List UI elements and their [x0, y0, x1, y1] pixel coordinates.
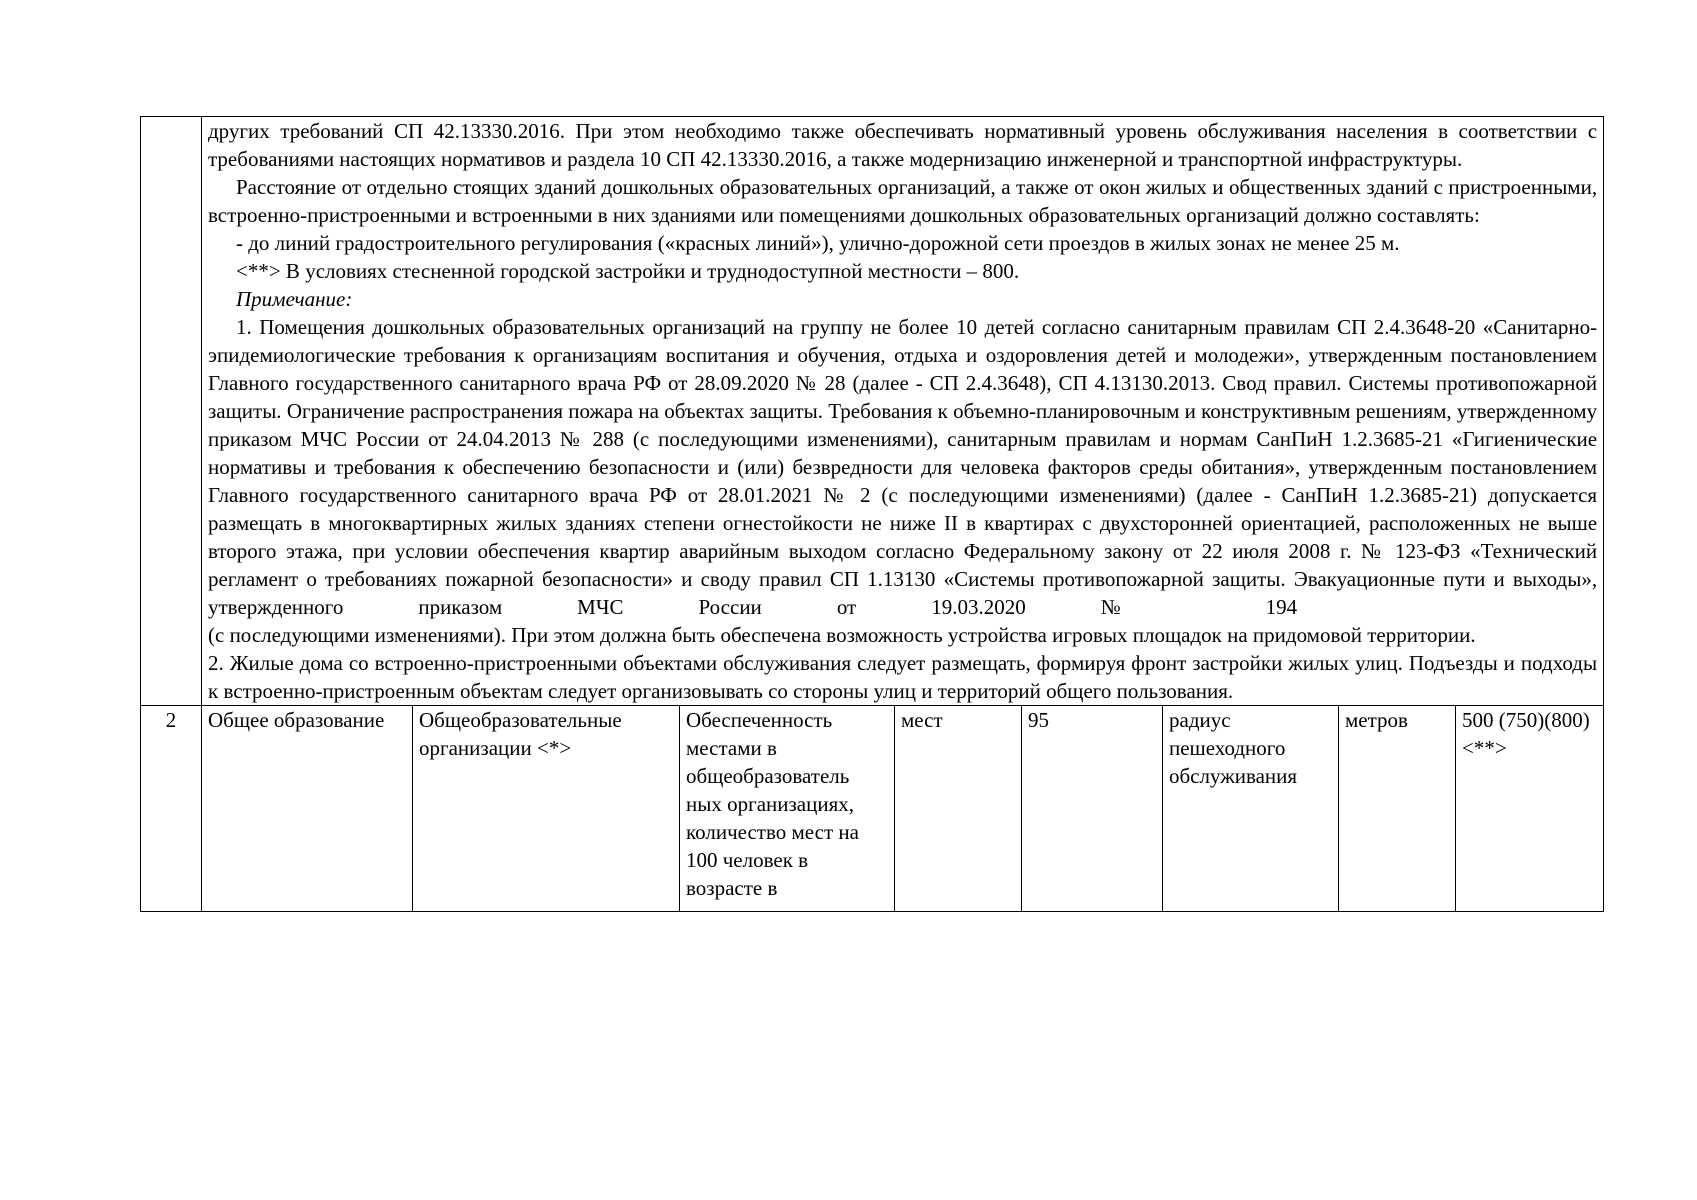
paragraph-requirements: других требований СП 42.13330.2016. При этом необходимо также обеспечивать нормативный уровень обслуживания населения в соответствии с требованиями настоящих нормативов и раздела 10 СП 42.13330.2016, а также модернизацию инженерной и транспортной инфраструктуры. — [208, 119, 1598, 171]
value2-text: 500 (750)(800) <**> — [1462, 708, 1590, 760]
unit2-cell — [1339, 706, 1456, 912]
paragraph-distance: Расстояние от отдельно стоящих зданий дошкольных образовательных организаций, а также от окон жилых и общественных зданий с пристроенными, встроенно-пристроенными и встроенными в них зданиями или помещениями дошкольных образовательных организаций должно составлять: — [208, 175, 1598, 227]
continuation-number-cell — [141, 117, 202, 706]
indicator2-text: радиус пешеходного обслуживания — [1169, 708, 1298, 788]
indicator2-cell — [1163, 706, 1339, 912]
continuation-text-cell — [202, 117, 1604, 706]
indicator-cell — [680, 706, 895, 912]
category-cell — [202, 706, 413, 912]
note-heading: Примечание: — [236, 287, 353, 311]
value-text: 95 — [1028, 708, 1049, 732]
indicator-text: Обеспеченность местами в общеобразователь ных организациях, количество мест на 100 человек в возрасте в — [686, 708, 859, 900]
note-2: 2. Жилые дома со встроенно-пристроенными объектами обслуживания следует размещать, формируя фронт застройки жилых улиц. Подъезды и подходы к встроенно-пристроенным объектам следует организовывать со стороны улиц и территорий общего пользования. — [208, 651, 1598, 703]
table-row — [141, 706, 1604, 912]
note-1-tail: (с последующими изменениями). При этом должна быть обеспечена возможность устройства игровых площадок на придомовой территории. — [208, 623, 1476, 647]
note-1-text: 1. Помещения дошкольных образовательных организаций на группу не более 10 детей согласно санитарным правилам СП 2.4.3648-20 «Санитарно-эпидемиологические требования к организациям воспитания и обучения, отдыха и оздоровления детей и молодежи», утвержденным постановлением Главного государственного санитарного врача РФ от 28.09.2020 № 28 (далее - СП 2.4.3648), СП 4.13130.2013. Свод правил. Системы противопожарной защиты. Ограничение распространения пожара на объектах защиты. Требования к объемно-планировочным и конструктивным решениям, утвержденному приказом МЧС России от 24.04.2013 № 288 (с последующими изменениями), санитарным правилам и нормам СанПиН 1.2.3685-21 «Гигиенические нормативы и требования к обеспечению безопасности и (или) безвредности для человека факторов среды обитания», утвержденным постановлением Главного государственного санитарного врача РФ от 28.01.2021 № 2 (с последующими изменениями) (далее - СанПиН 1.2.3685-21) допускается размещать в многоквартирных жилых зданиях степени огнестойкости не ниже II в квартирах с двухсторонней ориентацией, расположенных не выше второго этажа, при условии обеспечения квартир аварийным выходом согласно Федеральному закону от 22 июля 2008 г. № 123-ФЗ «Технический регламент о требованиях пожарной безопасности» и своду правил СП 1.13130 «Системы противопожарной защиты. Эвакуационные пути и выходы», утвержденного приказом МЧС России от 19.03.2020 № 194 — [208, 315, 1598, 619]
object-cell — [413, 706, 680, 912]
unit2-text: метров — [1345, 708, 1408, 732]
paragraph-footnote: <**> В условиях стесненной городской застройки и труднодоступной местности – 800. — [236, 259, 1020, 283]
row-number: 2 — [141, 706, 202, 912]
paragraph-red-lines: - до линий градостроительного регулирования («красных линий»), улично-дорожной сети проездов в жилых зонах не менее 25 м. — [236, 231, 1400, 255]
unit-cell — [895, 706, 1022, 912]
norms-table — [140, 116, 1604, 912]
continuation-row — [141, 117, 1604, 706]
value2-cell — [1456, 706, 1604, 912]
note-1 — [208, 313, 1597, 621]
unit-text: мест — [901, 708, 943, 732]
category-text: Общее образование — [208, 708, 385, 732]
object-text: Общеобразовательные организации <*> — [419, 708, 622, 760]
value-cell — [1022, 706, 1163, 912]
